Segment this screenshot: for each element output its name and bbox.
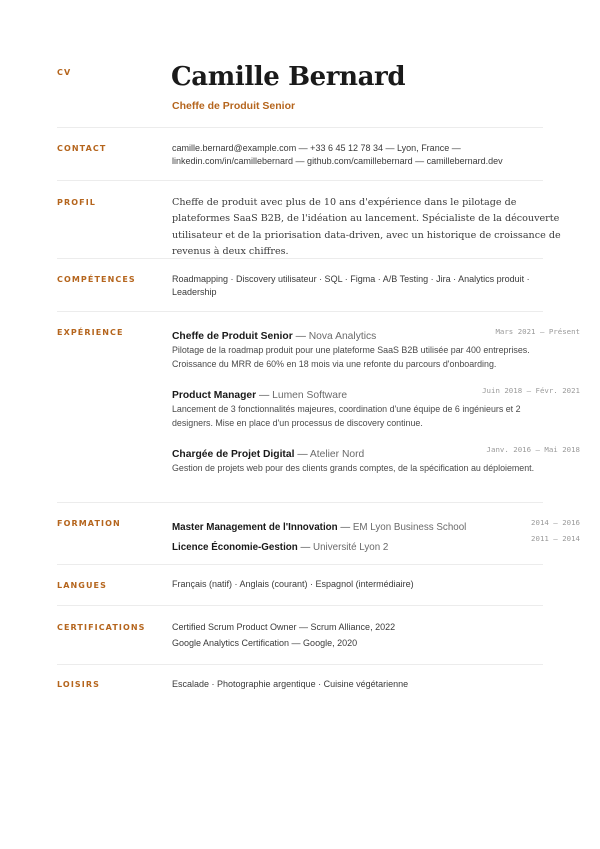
divider (57, 258, 543, 259)
education-entry (172, 534, 580, 553)
experience-list (172, 326, 580, 475)
divider (57, 564, 543, 565)
education-list (172, 517, 580, 553)
contact-line-2: linkedin.com/in/camillebernard — github.com/camillebernard — camillebernard.dev (172, 156, 503, 166)
job-title: Product Manager (172, 390, 257, 401)
degree-title: Licence Économie-Gestion (172, 542, 298, 553)
job-date: Juin 2018 — Févr. 2021 (482, 386, 580, 395)
section-label-skills: COMPÉTENCES (57, 275, 136, 284)
job-company: Lumen Software (272, 390, 348, 401)
job-description: Lancement de 3 fonctionnalités majeures, coordination d'une équipe de 6 ingénieurs et 2 designers. Mise en place d'un processus de discovery continue. (172, 404, 521, 429)
hobbies-text: Escalade · Photographie argentique · Cuisine végétarienne (172, 679, 409, 689)
certification-item: Google Analytics Certification — Google, 2020 (172, 638, 358, 648)
section-label-education: FORMATION (57, 519, 121, 528)
job-header: Product Manager — Lumen Software Juin 2018 — Févr. 2021 (172, 386, 580, 401)
job-entry (172, 385, 580, 444)
divider (57, 605, 543, 606)
education-entry (172, 517, 580, 537)
job-description: Gestion de projets web pour des clients grands comptes, de la spécification au déploiement. (172, 463, 535, 473)
job-header: Chargée de Projet Digital — Atelier Nord Janv. 2016 — Mai 2018 (172, 445, 580, 460)
job-company: Atelier Nord (309, 449, 365, 460)
education-date: 2014 — 2016 (531, 518, 580, 527)
divider (57, 311, 543, 312)
job-title: Chargée de Projet Digital (172, 449, 295, 460)
divider (57, 502, 543, 503)
section-label-languages: LANGUES (57, 581, 107, 590)
section-label-profile: PROFIL (57, 198, 96, 207)
job-company: Nova Analytics (308, 331, 377, 342)
divider (57, 664, 543, 665)
skills-text: Roadmapping · Discovery utilisateur · SQL · Figma · A/B Testing · Jira · Analytics produit · Leadership (172, 274, 530, 297)
section-label-hobbies: LOISIRS (57, 680, 100, 689)
education-date: 2011 — 2014 (531, 534, 580, 543)
job-title: Cheffe de Produit Senior (172, 331, 293, 342)
certifications-list (172, 619, 562, 651)
section-label-certifications: CERTIFICATIONS (57, 623, 146, 632)
education-header: Master Management de l'Innovation — EM Lyon Business School 2014 — 2016 (172, 518, 580, 533)
school-name: Université Lyon 2 (313, 542, 389, 553)
divider (57, 180, 543, 181)
job-date: Mars 2021 — Présent (495, 327, 580, 336)
job-description: Pilotage de la roadmap produit pour une plateforme SaaS B2B utilisée par 400 entreprises. Croissance du MRR de 60% en 18 mois via une refonte du parcours d'onboarding. (172, 345, 530, 370)
degree-title: Master Management de l'Innovation (172, 522, 338, 533)
job-entry (172, 444, 580, 475)
contact-block (172, 142, 562, 168)
candidate-role: Cheffe de Produit Senior (172, 100, 296, 112)
certification-item: Certified Scrum Product Owner — Scrum Alliance, 2022 (172, 622, 396, 632)
profile-text: Cheffe de produit avec plus de 10 ans d'expérience dans le pilotage de plateformes SaaS B2B, de l'idéation au lancement. Spécialiste de la découverte utilisateur et de la priorisation data-driven, avec un historique de croissance de revenus à deux chiffres. (172, 197, 561, 257)
job-entry (172, 326, 580, 385)
divider (57, 127, 543, 128)
contact-line-1: camille.bernard@example.com — +33 6 45 12 78 34 — Lyon, France — (172, 143, 461, 153)
languages-text: Français (natif) · Anglais (courant) · Espagnol (intermédiaire) (172, 579, 414, 589)
job-header: Cheffe de Produit Senior — Nova Analytics Mars 2021 — Présent (172, 327, 580, 342)
job-date: Janv. 2016 — Mai 2018 (486, 445, 580, 454)
school-name: EM Lyon Business School (352, 522, 467, 533)
candidate-name: Camille Bernard (171, 62, 406, 92)
section-label-experience: EXPÉRIENCE (57, 328, 124, 337)
education-header: Licence Économie-Gestion — Université Lyon 2 2011 — 2014 (172, 534, 580, 553)
cv-label: CV (57, 68, 72, 77)
section-label-contact: CONTACT (57, 144, 107, 153)
